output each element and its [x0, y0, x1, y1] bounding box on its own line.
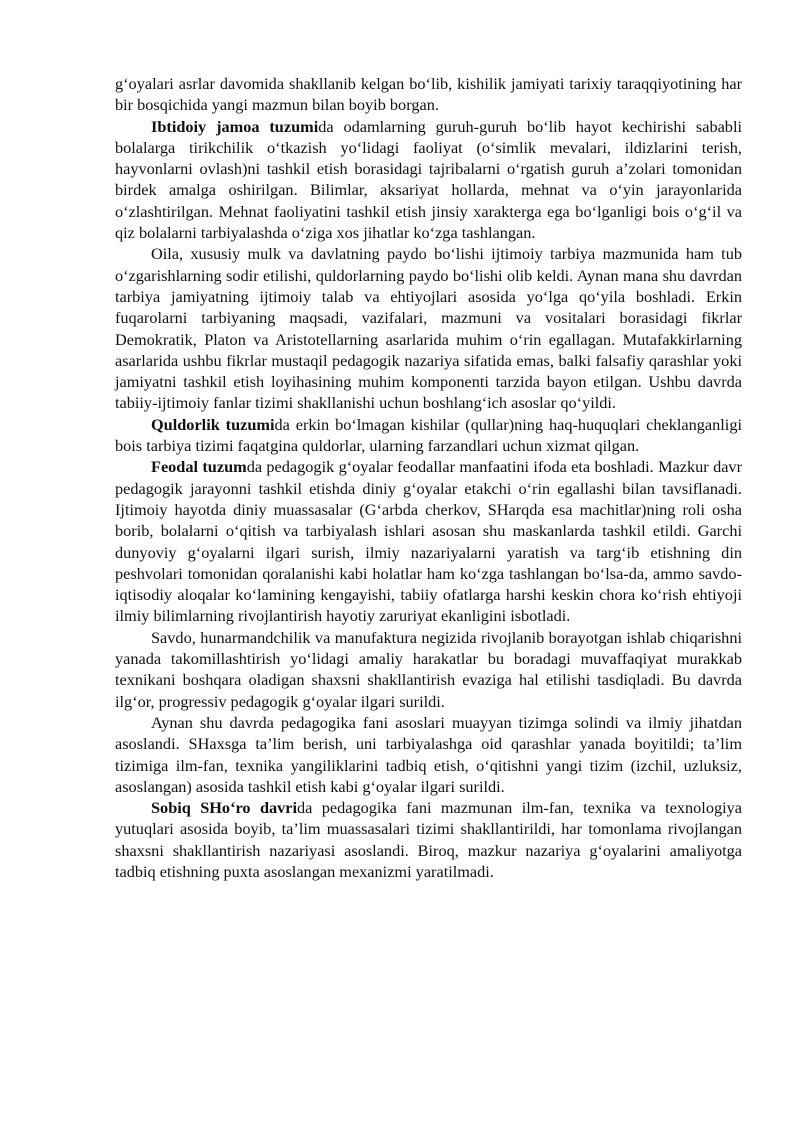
paragraph — [115, 414, 742, 457]
paragraph-lead-term: Quldorlik tuzumi — [151, 414, 275, 434]
paragraph — [115, 456, 742, 626]
paragraph-text: Savdo, hunarmandchilik va manufaktura negizida rivojlanib borayotgan ishlab chiqarishni yanada takomillashtirish yo‘lidagi amaliy harakatlar bu boradagi muvaffaqiyat murakkab texnikani boshqara oladigan shaxsni shakllantirish evaziga hal etilishi tasdiqladi. Bu davrda ilg‘or, progressiv pedagogik g‘oyalar ilgari surildi. — [115, 627, 742, 711]
paragraph-text: da erkin bo‘lmagan kishilar (qullar)ning haq-huquqlari cheklanganligi bois tarbiya tizimi faqatgina quldorlar, ularning farzandlari uchun xizmat qilgan. — [115, 414, 742, 456]
paragraph-lead-term: Ibtidoiy jamoa tuzumi — [151, 116, 319, 136]
paragraph — [115, 73, 742, 116]
paragraph-text: Oila, xususiy mulk va davlatning paydo bo‘lishi ijtimoiy tarbiya mazmunida ham tub o‘zgarishlarning sodir etilishi, quldorlarning paydo bo‘lishi olib keldi. Aynan mana shu davrdan tarbiya jamiyatning ijtimoiy talab va ehtiyojlari asosida yo‘lga qo‘yila boshladi. Erkin fuqarolarni tarbiyaning maqsadi, vazifalari, mazmuni va vositalari borasidagi fikrlar Demokratik, Platon va Aristotellarning asarlarida muhim o‘rin egallagan. Mutafakkirlarning asarlarida ushbu fikrlar mustaqil pedagogik nazariya sifatida emas, balki falsafiy qarashlar yoki jamiyatni tashkil etish loyihasining muhim komponenti tarzida bayon etilgan. Ushbu davrda tabiiy-ijtimoiy fanlar tizimi shakllanishi uchun boshlang‘ich asoslar qo‘yildi. — [115, 244, 742, 413]
paragraph-text: da pedagogik g‘oyalar feodallar manfaatini ifoda eta boshladi. Mazkur davr pedagogik jarayonni tashkil etishda diniy g‘oyalar etakchi o‘rin egallashi bilan tavsiflanadi. Ijtimoiy hayotda diniy muassasalar (G‘arbda cherkov, SHarqda esa machitlar)ning roli osha borib, bolalarni o‘qitish va tarbiyalash ishlari asosan shu maskanlarda tashkil etildi. Garchi dunyoviy g‘oyalarni ilgari surish, ilmiy nazariyalarni yaratish va targ‘ib etishning din peshvolari tomonidan qoralanishi kabi holatlar ham ko‘zga tashlangan bo‘lsa-da, ammo savdo-iqtisodiy aloqalar ko‘lamining kengayishi, tabiiy ofatlarga harshi keskin chora ko‘rish ehtiyoji ilmiy bilimlarning rivojlantirish hayotiy zaruriyat ekanligini isbotladi. — [115, 457, 742, 626]
paragraph-lead-term: Sobiq SHo‘ro davri — [151, 798, 298, 818]
paragraph-lead-term: Feodal tuzum — [151, 457, 247, 477]
paragraph — [115, 243, 742, 413]
paragraph-text: g‘oyalari asrlar davomida shakllanib kelgan bo‘lib, kishilik jamiyati tarixiy taraqqiyotining har bir bosqichida yangi mazmun bilan boyib borgan. — [115, 74, 742, 115]
paragraph-text: da odamlarning guruh-guruh bo‘lib hayot kechirishi sababli bolalarga tirikchilik o‘tkazish yo‘lidagi faoliyat (o‘simlik mevalari, ildizlarini terish, hayvonlarni ovlash)ni tashkil etish borasidagi tajribalarni o‘rgatish guruh a’zolari tomonidan birdek amalga oshirilgan. Bilimlar, aksariyat hollarda, mehnat va o‘yin jarayonlarida o‘zlashtirilgan. Mehnat faoliyatini tashkil etish jinsiy xarakterga ega bo‘lganligi bois o‘g‘il va qiz bolalarni tarbiyalashda o‘ziga xos jihatlar ko‘zga tashlangan. — [115, 116, 742, 243]
paragraph — [115, 797, 742, 882]
paragraph-text: da pedagogika fani mazmunan ilm-fan, texnika va texnologiya yutuqlari asosida boyib, ta’lim muassasalari tizimi shakllantirildi, har tomonlama rivojlangan shaxsni shakllantirish nazariyasi asoslandi. Biroq, mazkur nazariya g‘oyalarini amaliyotga tadbiq etishning puxta asoslangan mexanizmi yaratilmadi. — [115, 798, 742, 881]
document-page — [115, 73, 742, 882]
paragraph — [115, 627, 742, 712]
paragraph — [115, 712, 742, 797]
paragraph — [115, 116, 742, 244]
paragraph-text: Aynan shu davrda pedagogika fani asoslari muayyan tizimga solindi va ilmiy jihatdan asoslandi. SHaxsga ta’lim berish, uni tarbiyalashga oid qarashlar yanada boyitildi; ta’lim tizimiga ilm-fan, texnika yangiliklarini tadbiq etish, o‘qitishni yangi tizim (izchil, uzluksiz, asoslangan) asosida tashkil etish kabi g‘oyalar ilgari surildi. — [115, 712, 742, 796]
